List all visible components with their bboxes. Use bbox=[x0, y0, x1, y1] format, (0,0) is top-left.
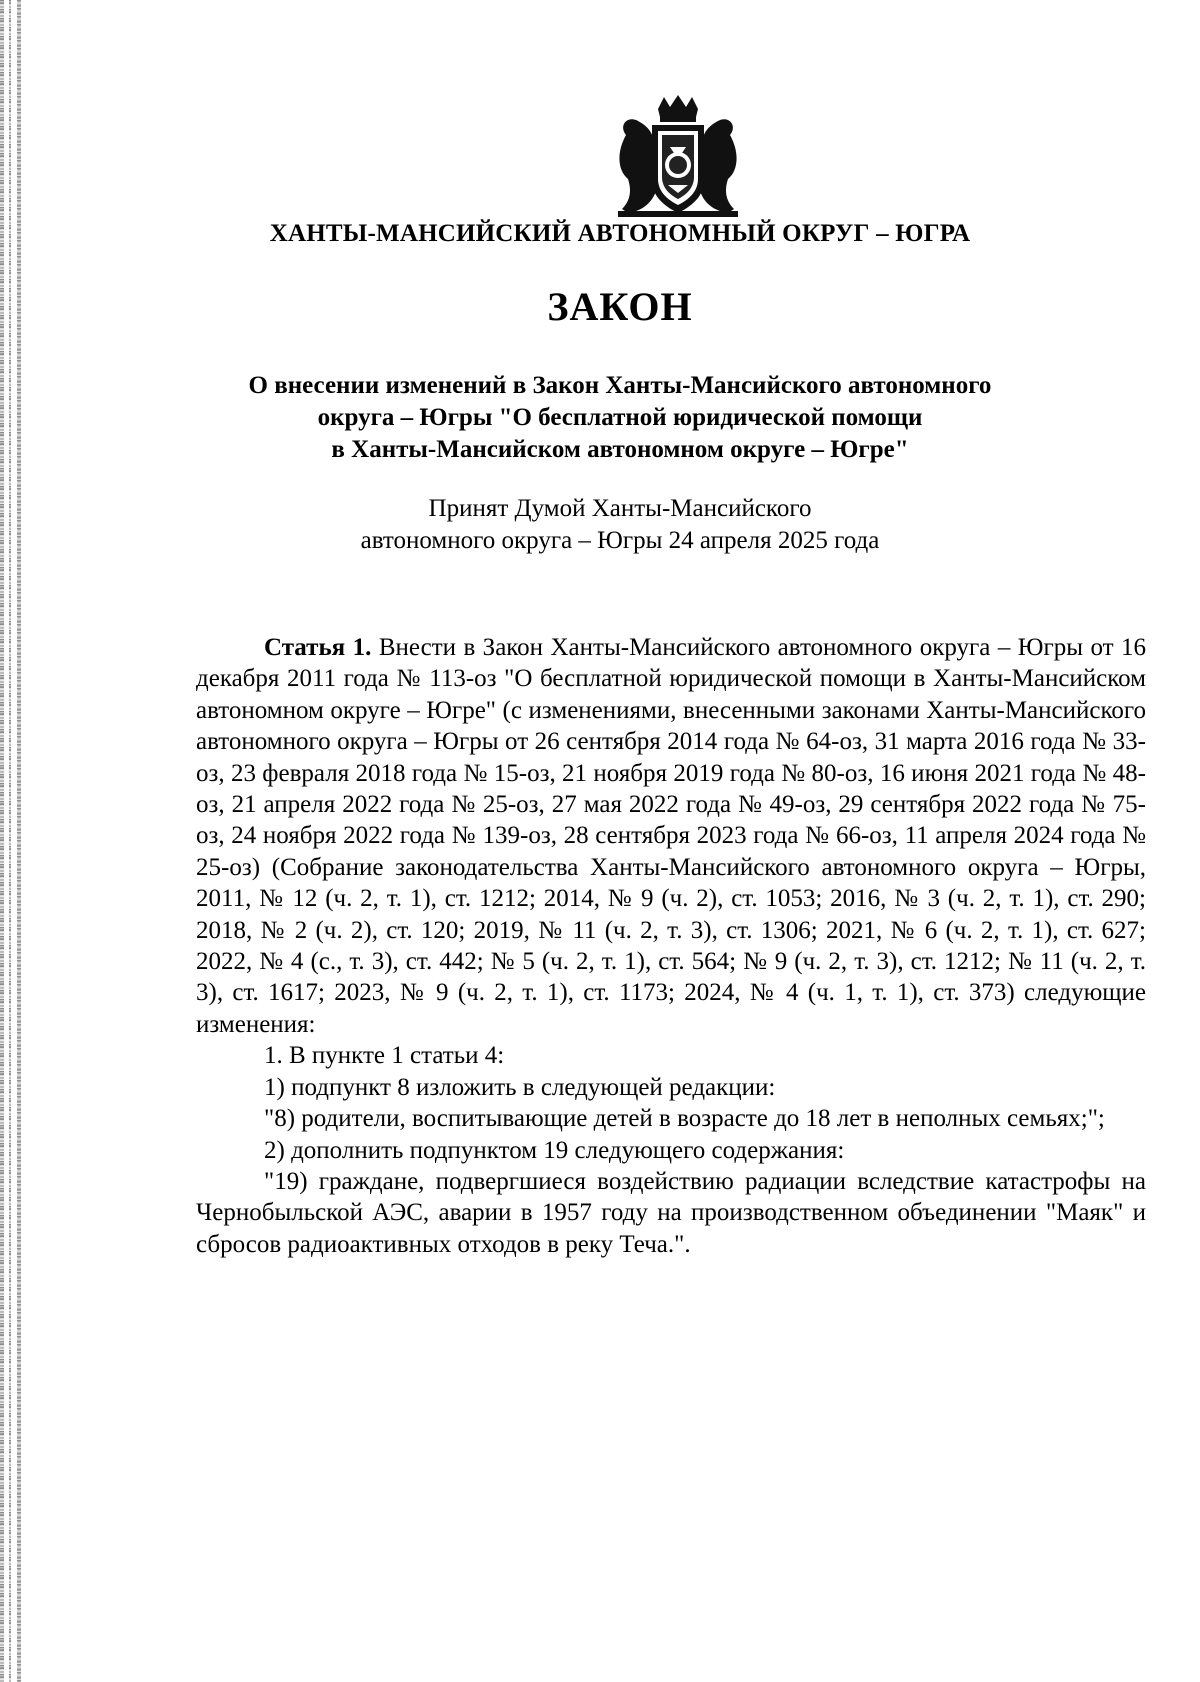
coat-of-arms-emblem bbox=[608, 95, 748, 217]
region-name: ХАНТЫ-МАНСИЙСКИЙ АВТОНОМНЫЙ ОКРУГ – ЮГРА bbox=[269, 220, 971, 247]
law-title-line: в Ханты-Мансийском автономном округе – Югре" bbox=[331, 436, 909, 463]
article-item: 2) дополнить подпунктом 19 следующего содержания: bbox=[264, 1136, 845, 1164]
article-paragraph bbox=[196, 632, 1146, 1040]
law-title-line: О внесении изменений в Закон Ханты-Мансийского автономного bbox=[248, 372, 992, 399]
article-body bbox=[196, 632, 1146, 1260]
law-title-line: округа – Югры "О бесплатной юридической помощи bbox=[317, 404, 923, 431]
law-title bbox=[0, 370, 1200, 466]
adoption-line: автономного округа – Югры 24 апреля 2025 года bbox=[360, 527, 880, 554]
document-type: ЗАКОН bbox=[547, 284, 693, 329]
article-label: Статья 1. bbox=[264, 634, 372, 661]
article-item: "8) родители, воспитывающие детей в возрасте до 18 лет в неполных семьях;"; bbox=[264, 1105, 1105, 1133]
article-item: 1) подпункт 8 изложить в следующей редакции: bbox=[264, 1073, 776, 1101]
scan-border bbox=[0, 0, 26, 1682]
adoption-note bbox=[0, 493, 1200, 557]
adoption-line: Принят Думой Ханты-Мансийского bbox=[428, 495, 812, 522]
scan-border-line bbox=[17, 0, 21, 1682]
article-item: "19) граждане, подвергшиеся воздействию радиации вследствие катастрофы на Чернобыльской АЭС, аварии в 1957 году на производственном объединении "Маяк" и сбросов радиоактивных отходов в реку Теча.". bbox=[196, 1167, 1146, 1258]
article-intro: Внести в Закон Ханты-Мансийского автономного округа – Югры от 16 декабря 2011 года № 113-оз "О бесплатной юридической помощи в Ханты-Мансийском автономном округе – Югре" (с изменениями, внесенными законами Ханты-Мансийского автономного округа – Югры от 26 сентября 2014 года № 64-оз, 31 марта 2016 года № 33-оз, 23 февраля 2018 года № 15-оз, 21 ноября 2019 года № 80-оз, 16 июня 2021 года № 48-оз, 21 апреля 2022 года № 25-оз, 27 мая 2022 года № 49-оз, 29 сентября 2022 года № 75-оз, 24 ноября 2022 года № 139-оз, 28 сентября 2023 года № 66-оз, 11 апреля 2024 года № 25-оз) (Собрание законодательства Ханты-Мансийского автономного округа – Югры, 2011, № 12 (ч. 2, т. 1), ст. 1212; 2014, № 9 (ч. 2), ст. 1053; 2016, № 3 (ч. 2, т. 1), ст. 290; 2018, № 2 (ч. 2), ст. 120; 2019, № 11 (ч. 2, т. 3), ст. 1306; 2021, № 6 (ч. 2, т. 1), ст. 627; 2022, № 4 (с., т. 3), ст. 442; № 5 (ч. 2, т. 1), ст. 564; № 9 (ч. 2, т. 3), ст. 1212; № 11 (ч. 2, т. 3), ст. 1617; 2023, № 9 (ч. 2, т. 1), ст. 1173; 2024, № 4 (ч. 1, т. 1), ст. 373) следующие изменения: bbox=[196, 634, 1146, 1038]
article-item: 1. В пункте 1 статьи 4: bbox=[264, 1042, 505, 1070]
